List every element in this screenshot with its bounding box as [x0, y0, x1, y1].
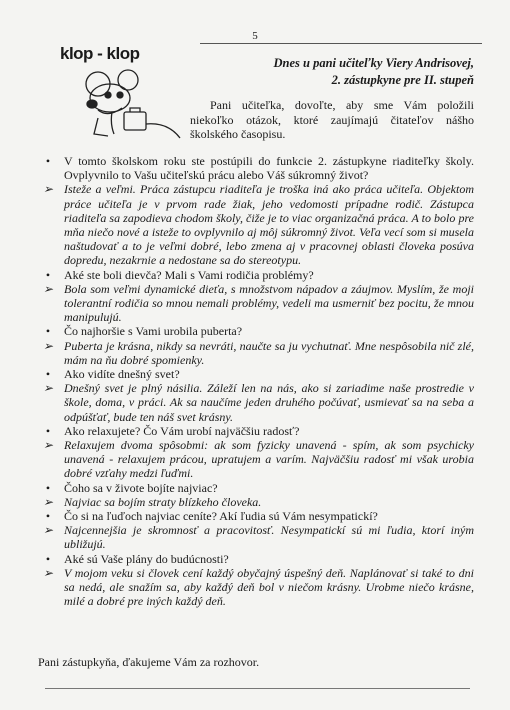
answer-text: Puberta je krásna, nikdy sa nevráti, naučte sa ju vychutnať. Mne nespôsobila nič zlé, mám na ňu dobré spomienky. — [64, 338, 474, 367]
answer-item — [38, 566, 474, 609]
headline-line-1: Dnes u pani učiteľky Viery Andrisovej, — [273, 56, 474, 70]
answer-item — [38, 282, 474, 325]
question-text: Čoho sa v živote bojíte najviac? — [64, 480, 218, 495]
answer-text: Najviac sa bojím straty blízkeho človeka. — [64, 494, 262, 509]
answer-item — [38, 438, 474, 481]
question-text: Aké sú Vaše plány do budúcnosti? — [64, 551, 229, 566]
answer-item — [38, 523, 474, 551]
page-number: 5 — [252, 30, 258, 42]
question-item — [38, 367, 474, 381]
answer-item — [38, 495, 474, 509]
question-text: Čo najhoršie s Vami urobila puberta? — [64, 324, 243, 339]
bullet-icon: • — [45, 509, 51, 524]
question-text: Ako vidíte dnešný svet? — [64, 367, 180, 382]
answer-text: Najcennejšia je skromnosť a pracovitosť. Nesympatickí sú mi ľudia, ktorí iným ubližujú. — [64, 523, 474, 552]
arrow-bullet-icon: ➢ — [42, 182, 54, 197]
bullet-icon: • — [45, 324, 51, 339]
question-item — [38, 509, 474, 523]
question-text: Ako relaxujete? Čo Vám urobí najväčšiu radosť? — [64, 423, 300, 438]
arrow-bullet-icon: ➢ — [42, 523, 54, 538]
answer-text: Isteže a veľmi. Práca zástupcu riaditeľa je troška iná ako práca učiteľa. Objektom práce učiteľa je v prvom rade žiak, jeho vedomosti prípadne rodič. Zástupca riaditeľa sa zapodieva chodom školy, čiže je to viac organizačná práca. A to bolo pre mňa niečo nové a isteže to ovplyvnilo aj môj súkromný život. Veľa vecí som si musela naštudovať a to je veľmi dobré, lebo zmena aj v pracovnej oblasti človeka posúva dopredu, nezakrnie a nedostane sa do stereotypu. — [64, 182, 474, 268]
headline-line-2: 2. zástupkyne pre II. stupeň — [331, 73, 474, 87]
answer-text: Relaxujem dvoma spôsobmi: ak som fyzicky unavená - spím, ak som psychicky unavená - relaxujem prácou, upratujem a varím. Najväčšiu radosť mi však urobia dobré vzťahy medzi ľuďmi. — [64, 438, 474, 481]
bullet-icon: • — [45, 480, 51, 495]
answer-item — [38, 182, 474, 267]
arrow-bullet-icon: ➢ — [42, 438, 54, 453]
top-rule — [200, 43, 482, 44]
bullet-icon: • — [45, 551, 51, 566]
bullet-icon: • — [45, 367, 51, 382]
question-item — [38, 552, 474, 566]
question-item — [38, 481, 474, 495]
bullet-icon: • — [45, 267, 51, 282]
article-headline — [194, 55, 474, 89]
question-text: Čo si na ľuďoch najviac ceníte? Akí ľudia sú Vám nesympatickí? — [64, 509, 378, 524]
intro-paragraph: Pani učiteľka, dovoľte, aby sme Vám položili niekoľko otázok, ktoré zaujímajú čitateľov nášho školského časopisu. — [190, 98, 474, 141]
bottom-rule — [45, 688, 470, 689]
arrow-bullet-icon: ➢ — [42, 565, 54, 580]
arrow-bullet-icon: ➢ — [42, 338, 54, 353]
bullet-icon: • — [45, 423, 51, 438]
arrow-bullet-icon: ➢ — [42, 281, 54, 296]
arrow-bullet-icon: ➢ — [42, 494, 54, 509]
question-item — [38, 268, 474, 282]
question-item — [38, 324, 474, 338]
answer-item — [38, 339, 474, 367]
answer-item — [38, 381, 474, 424]
bullet-icon: • — [45, 154, 51, 168]
closing-line: Pani zástupkyňa, ďakujeme Vám za rozhovor. — [38, 655, 260, 669]
answer-text: Bola som veľmi dynamické dieťa, s množstvom nápadov a záujmov. Myslím, že moji tolerantní rodičia so mnou nemali problémy, vedeli ma usmerniť bez pocitu, že mnou manipulujú. — [64, 281, 474, 325]
question-text: V tomto školskom roku ste postúpili do funkcie 2. zástupkyne riaditeľky školy. Ovplyvnilo to Vašu učiteľskú prácu alebo Váš súkromný život? — [64, 154, 474, 183]
question-item — [38, 154, 474, 182]
mouse-mascot-illustration — [68, 64, 188, 146]
answer-text: Dnešný svet je plný násilia. Záleží len na nás, ako si zariadime naše prostredie v škole, doma, v práci. Ak sa naučíme jeden druhého počúvať, usmievať sa na seba a odpúšťať, bude ten náš svet krásny. — [64, 381, 474, 424]
question-text: Aké ste boli dievča? Mali s Vami rodičia problémy? — [64, 267, 314, 282]
answer-text: V mojom veku si človek cení každý obyčajný úspešný deň. Naplánovať si také to dni sa nedá, ale snažím sa, aby každý deň bol v niečom krásny. Urobme niečo krásne, milé a dobré pre iných každý deň. — [64, 565, 474, 609]
arrow-bullet-icon: ➢ — [42, 381, 54, 396]
logo-title: klop - klop — [60, 44, 140, 63]
interview-list — [38, 154, 474, 609]
question-item — [38, 424, 474, 438]
column-logo — [60, 44, 192, 144]
